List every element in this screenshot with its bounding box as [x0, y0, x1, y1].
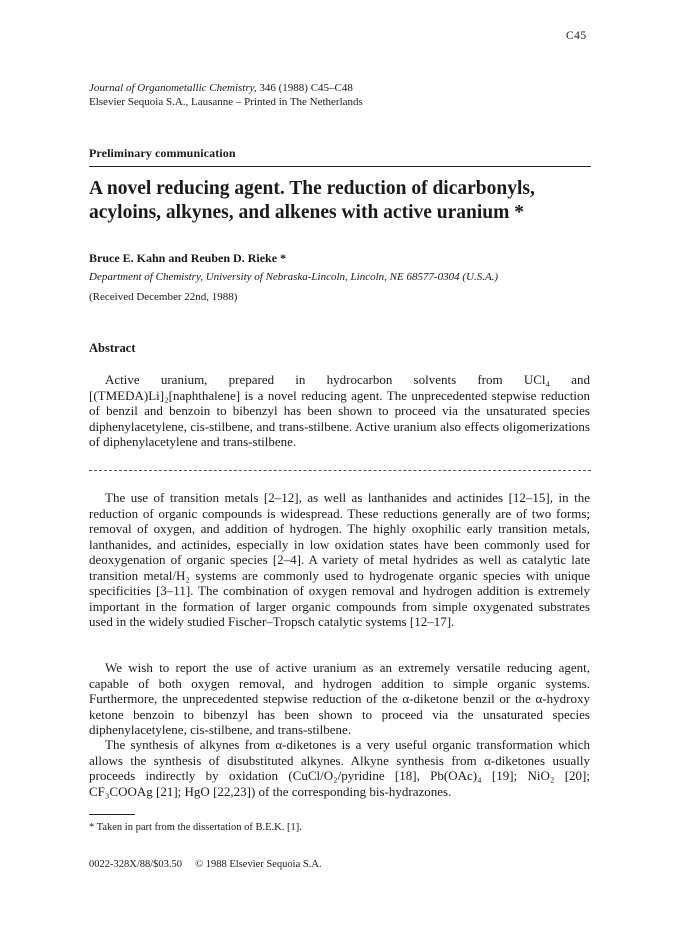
journal-title: Journal of Organometallic Chemistry, — [89, 82, 257, 94]
header-rule — [89, 166, 591, 167]
abstract-text: Active uranium, prepared in hydrocarbon solvents from UCl₄ and [(TMEDA)Li]₂[naphthalene] is a novel reducing agent. The unprecedented stepwise reduction of benzil and benzoin to bibenzyl has been shown to proceed via the unsaturated species diphenylacetylene, cis-stilbene, and trans-stilbene. Active uranium also effects oligomerizations of diphenylacetylene and trans-stilbene. — [89, 372, 590, 449]
publisher-line: Elsevier Sequoia S.A., Lausanne – Printed in The Netherlands — [89, 96, 363, 108]
page-number: C45 — [566, 30, 587, 42]
abstract-rule — [89, 470, 591, 471]
body-paragraph: The use of transition metals [2–12], as well as lanthanides and actinides [12–15], in the reduction of organic compounds is widespread. These reductions generally are of two forms; removal of oxygen, and addition of hydrogen. The highly oxophilic early transition metals, lanthanides, and actinides, especially in low oxidation states have been commonly used for deoxygenation of organic species [2–4]. A variety of metal hydrides as well as catalytic late transition metal/H₂ systems are commonly used to hydrogenate organic species with unique specificities [3–11]. The combination of oxygen removal and hydrogen addition is extremely important in the formation of larger organic compounds from simple oxygenated substrates used in the widely studied Fischer–Tropsch catalytic systems [12–17]. — [89, 490, 590, 629]
affiliation: Department of Chemistry, University of Nebraska-Lincoln, Lincoln, NE 68577-0304 (U.S.A.) — [89, 271, 499, 283]
body-paragraph: The synthesis of alkynes from α-diketones is a very useful organic transformation which allows the synthesis of disubstituted alkynes. Alkyne synthesis from α-diketones usually proceeds indirectly by oxidation (CuCl/O₂/pyridine [18], Pb(OAc)₄ [19]; NiO₂ [20]; CF₃COOAg [21]; HgO [22,23]) of the corresponding bis-hydrazones. — [89, 737, 590, 799]
journal-volume: 346 (1988) C45–C48 — [256, 82, 353, 94]
copyright-line: 0022-328X/88/$03.50 © 1988 Elsevier Sequoia S.A. — [89, 859, 322, 870]
authors: Bruce E. Kahn and Reuben D. Rieke * — [89, 251, 287, 265]
footnote: * Taken in part from the dissertation of B.E.K. [1]. — [89, 822, 302, 833]
article-title: A novel reducing agent. The reduction of dicarbonyls, acyloins, alkynes, and alkenes with active uranium * — [89, 178, 535, 223]
received-date: (Received December 22nd, 1988) — [89, 291, 238, 303]
footnote-rule — [89, 814, 135, 815]
section-label: Preliminary communication — [89, 146, 236, 160]
body-paragraph: We wish to report the use of active uranium as an extremely versatile reducing agent, capable of both oxygen removal, and hydrogen addition to simple organic systems. Furthermore, the unprecedented stepwise reduction of the α-diketone benzil or the α-hydroxy ketone benzoin to bibenzyl has been shown to proceed via the unsaturated species diphenylacetylene, cis-stilbene, and trans-stilbene. — [89, 660, 590, 737]
abstract-heading: Abstract — [89, 341, 136, 355]
journal-header — [89, 81, 363, 109]
